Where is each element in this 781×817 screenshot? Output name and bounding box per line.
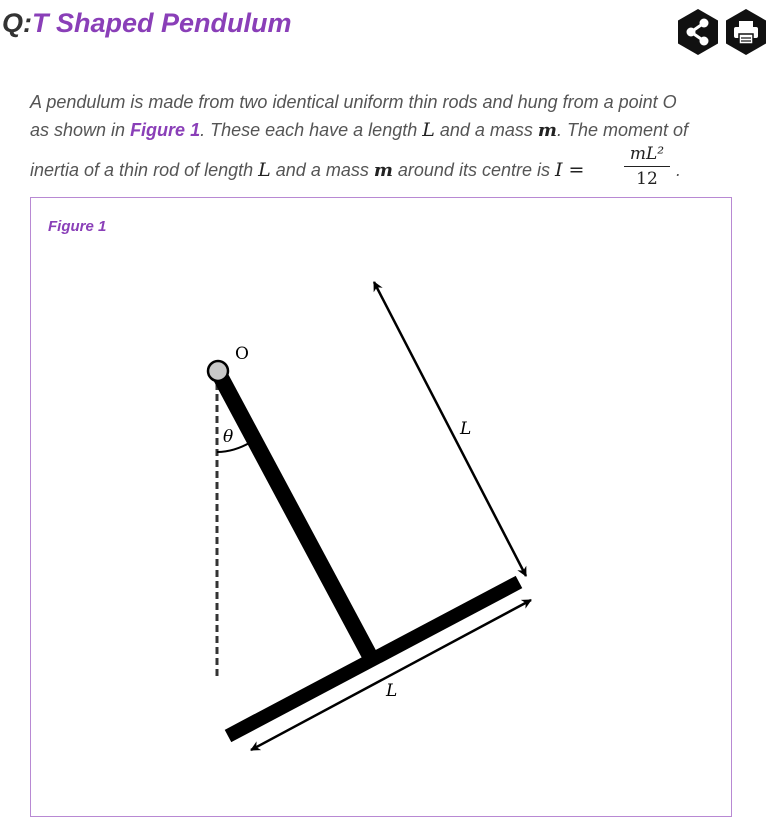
math-m: m [537, 120, 557, 141]
cross-rod [228, 582, 519, 736]
pendulum-rod [218, 372, 371, 658]
page-title: T Shaped Pendulum [32, 8, 292, 38]
pivot-label: O [235, 344, 249, 364]
fraction-denominator: 12 [636, 169, 658, 189]
text: and a mass [270, 160, 374, 180]
fraction [622, 142, 672, 191]
length-label-vertical: L [460, 419, 472, 439]
length-arrow-vertical [374, 282, 526, 576]
text: . The moment of [556, 120, 689, 140]
text-line-3 [30, 144, 750, 189]
period: . [676, 160, 682, 180]
math-I-equals: I = [554, 159, 585, 181]
figure-box [30, 197, 732, 817]
header [0, 0, 781, 60]
share-icon [676, 8, 720, 56]
text: inertia of a thin rod of length [30, 160, 259, 180]
print-icon [724, 8, 768, 56]
text: . These each have a length [200, 120, 423, 140]
figure-reference-link[interactable]: Figure 1 [130, 120, 201, 140]
text: and a mass [434, 120, 538, 140]
pivot-point [208, 361, 228, 381]
text-line-2 [30, 116, 688, 145]
angle-label: θ [223, 427, 234, 447]
length-label-horizontal: L [386, 681, 398, 701]
math-L: L [258, 159, 271, 181]
question-prefix: Q: [2, 8, 32, 38]
math-m: m [373, 160, 393, 181]
math-L: L [422, 119, 435, 141]
length-arrow-horizontal [251, 600, 531, 750]
text: around its centre is [392, 160, 555, 180]
text: A pendulum is made from two identical uniform thin rods and hung from a point O [30, 92, 677, 112]
fraction-numerator: mL² [629, 144, 665, 164]
text-line-1 [30, 88, 677, 116]
figure-label: Figure 1 [48, 218, 107, 235]
share-button[interactable] [676, 8, 720, 56]
pendulum-diagram [31, 198, 731, 808]
text: as shown in [30, 120, 131, 140]
print-button[interactable] [724, 8, 768, 56]
